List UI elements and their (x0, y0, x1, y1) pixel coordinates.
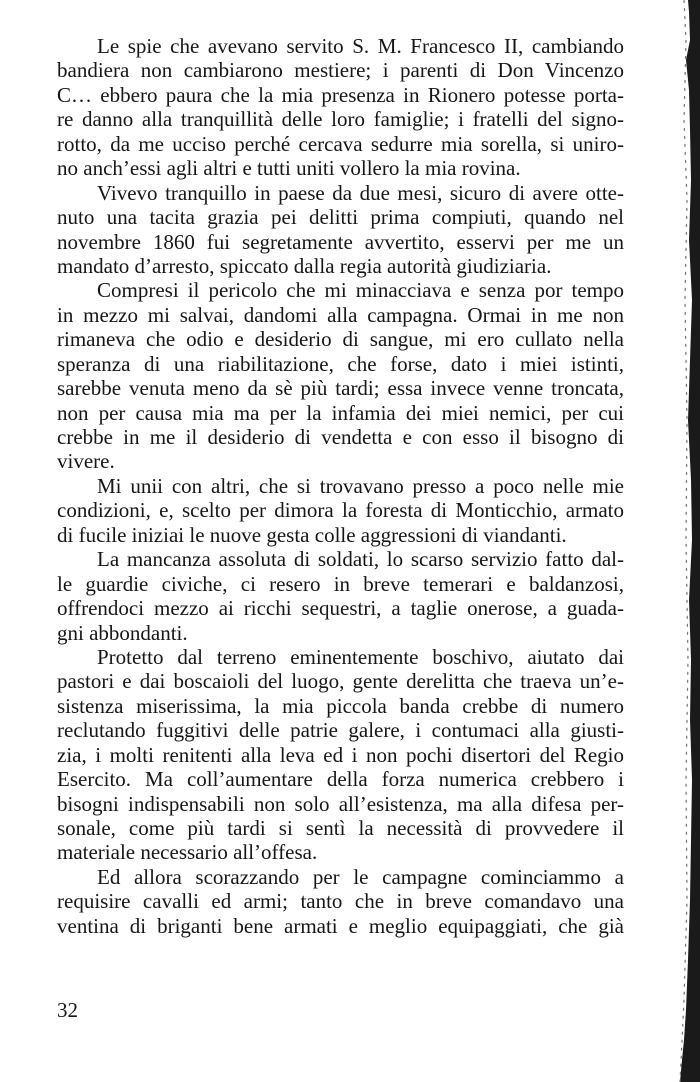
paragraph (57, 645, 624, 865)
text-line: no anch’essi agli altri e tutti uniti vollero la mia rovina. (57, 156, 521, 181)
text-line: C… ebbero paura che la mia presenza in Rionero potesse porta- (57, 82, 624, 107)
paragraph (57, 278, 624, 474)
text-line: condizioni, e, scelto per dimora la foresta di Monticchio, armato (57, 498, 624, 523)
text-line: rimaneva che odio e desiderio di sangue, mi ero cullato nella (57, 327, 624, 352)
text-line: mandato d’arresto, spiccato dalla regia autorità giudiziaria. (57, 253, 552, 278)
text-line: Le spie che avevano servito S. M. Francesco II, cambiando (97, 34, 624, 58)
text-line: La mancanza assoluta di soldati, lo scarso servizio fatto dal- (97, 547, 624, 572)
text-line: vivere. (57, 449, 115, 474)
paragraph (57, 181, 624, 279)
text-line: sarebbe venuta meno da sè più tardi; essa invece venne troncata, (57, 376, 624, 401)
text-line: Vivevo tranquillo in paese da due mesi, sicuro di avere otte- (97, 180, 624, 205)
text-line: reclutando fuggitivi delle patrie galere, i contumaci alla giusti- (57, 718, 624, 743)
text-line: Mi unii con altri, che si trovavano presso a poco nelle mie (97, 473, 624, 498)
text-line: Compresi il pericolo che mi minacciava e senza por tempo (97, 278, 624, 303)
paragraph (57, 474, 624, 547)
text-line: le guardie civiche, ci resero in breve temerari e baldanzosi, (57, 571, 624, 596)
text-line: gni abbondanti. (57, 620, 188, 645)
text-line: nuto una tacita grazia pei delitti prima compiuti, quando nel (57, 205, 624, 230)
text-line: requisire cavalli ed armi; tanto che in breve comandavo una (57, 889, 624, 914)
text-line: bisogni indispensabili non solo all’esistenza, ma alla difesa per- (57, 791, 624, 816)
text-line: sonale, come più tardi si sentì la necessità di provvedere il (57, 816, 624, 840)
text-line: non per causa mia ma per la infamia dei miei nemici, per cui (57, 400, 624, 425)
text-line: di fucile iniziai le nuove gesta colle aggressioni di viandanti. (57, 522, 567, 547)
paragraph (57, 547, 624, 645)
text-line: rotto, da me ucciso perché cercava sedurre mia sorella, si uniro- (57, 131, 624, 156)
page-number: 32 (57, 998, 78, 1022)
paragraph (57, 34, 624, 181)
text-line: re danno alla tranquillità delle loro famiglie; i fratelli del signo- (57, 107, 624, 132)
text-line: bandiera non cambiarono mestiere; i parenti di Don Vincenzo (57, 58, 624, 83)
text-line: speranza di una riabilitazione, che forse, dato i miei istinti, (57, 351, 624, 376)
text-line: Protetto dal terreno eminentemente boschivo, aiutato dai (97, 644, 624, 669)
text-line: crebbe in me il desiderio di vendetta e con esso il bisogno di (57, 425, 624, 449)
text-line: pastori e dai boscaioli del luogo, gente derelitta che traeva un’e- (57, 669, 624, 694)
text-line: offrendoci mezzo ai ricchi sequestri, a taglie onerose, a guada- (57, 596, 624, 621)
text-line: in mezzo mi salvai, dandomi alla campagna. Ormai in me non (57, 302, 624, 327)
text-line: ventina di briganti bene armati e meglio equipaggiati, che già (57, 913, 624, 938)
paragraph (57, 865, 624, 938)
book-spine-shadow (640, 0, 700, 1082)
text-line: novembre 1860 fui segretamente avvertito, esservi per me un (57, 229, 624, 254)
page-body (57, 34, 624, 938)
text-line: Esercito. Ma coll’aumentare della forza numerica crebbero i (57, 767, 624, 792)
text-line: sistenza miserissima, la mia piccola banda crebbe di numero (57, 693, 624, 718)
text-line: Ed allora scorazzando per le campagne cominciammo a (97, 864, 624, 889)
text-line: zia, i molti renitenti alla leva ed i non pochi disertori del Regio (57, 742, 624, 767)
text-line: materiale necessario all’offesa. (57, 840, 318, 865)
